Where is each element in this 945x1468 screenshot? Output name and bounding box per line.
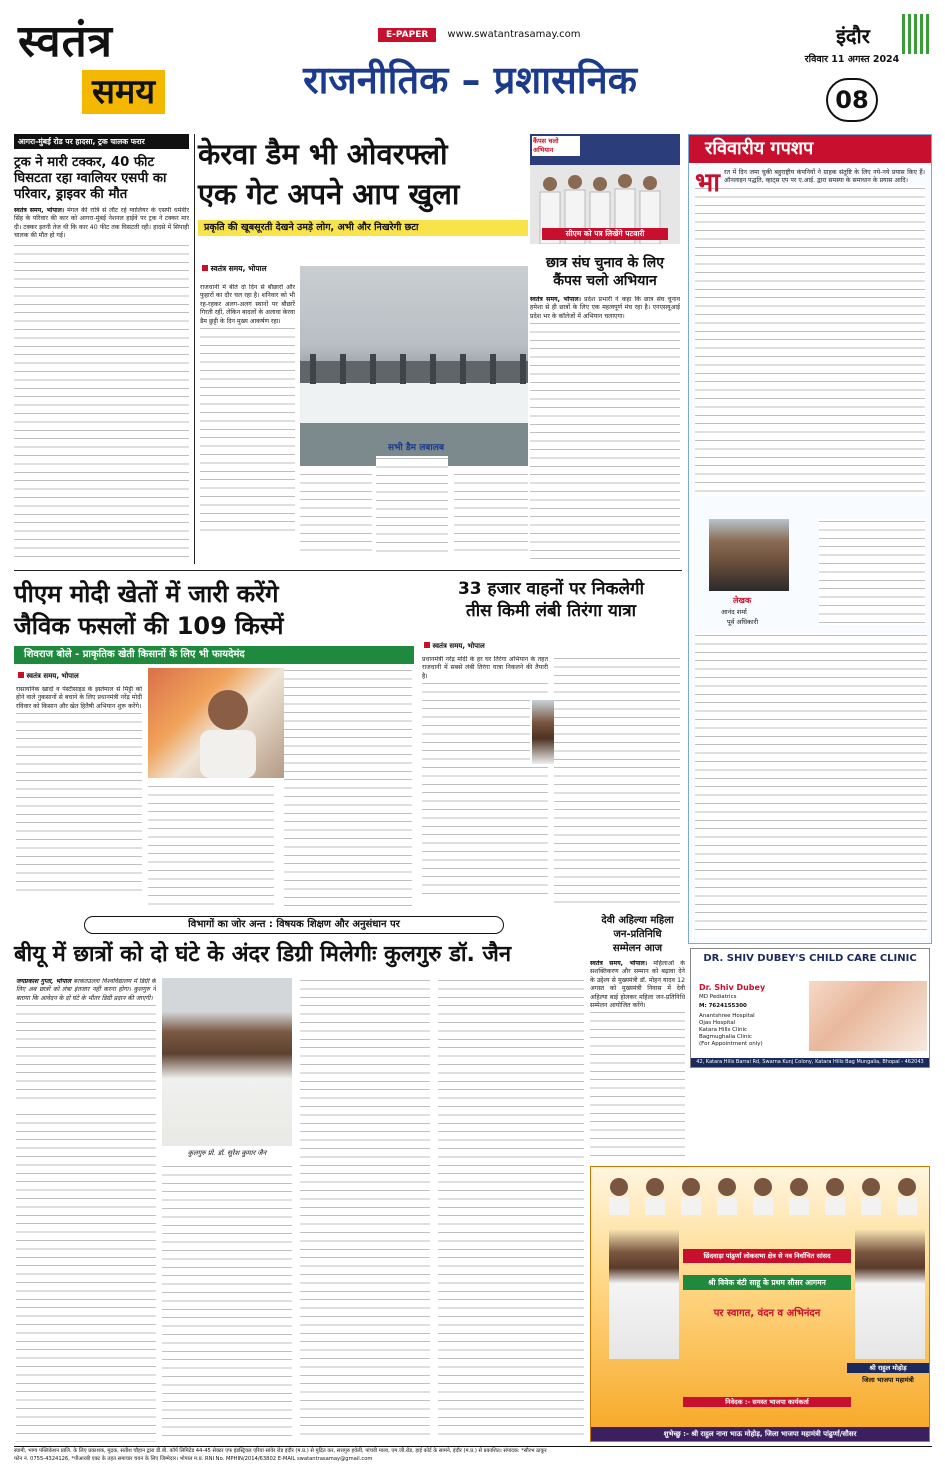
story5-headline-1: 33 हजार वाहनों पर निकलेगी (457, 579, 645, 599)
story7-body: बरकतउल्ला विश्वविद्यालय में डिग्री के लिए अब छात्रों को लंबा इंतजार नहीं करना होगा। कुलगुरु ने बताया कि आवेदन के दो घंटे के भीतर डिग्री प्रदान की जाएगी। (16, 978, 156, 1002)
story4-col3-lines (284, 668, 412, 908)
section-title: राजनीतिक – प्रशासनिक (303, 58, 637, 102)
story4-col2-lines (148, 784, 274, 908)
story6-headline-3: सम्मेलन आज (612, 943, 663, 954)
leaders-strip (595, 1171, 927, 1215)
story7-col1 (16, 1112, 156, 1442)
dam-photo (300, 266, 528, 466)
author-role: पूर्व अधिकारी (727, 618, 759, 626)
story6-body-continuation (590, 1010, 685, 1156)
story7-col4 (438, 978, 584, 1442)
website-link[interactable]: www.swatantrasamay.com (447, 29, 581, 40)
column-lower-text (695, 633, 927, 937)
story5-dateline (424, 642, 485, 651)
story4-headline-1: पीएम मोदी खेतों में जारी करेंगे (14, 580, 279, 608)
story7-intro-continuation (16, 1003, 156, 1099)
doctor-qual: MD Pediatrics (699, 994, 737, 1000)
ad-tagline: पर स्वागत, वंदन व अभिनंदन (713, 1308, 821, 1319)
right-leader-role: जिला भाजपा महामंत्री (862, 1376, 914, 1384)
story3-headline: छात्र संघ चुनाव के लिए कैंपस चलो अभियान (545, 255, 665, 289)
column-divider (194, 134, 195, 564)
story4-body-col1 (16, 686, 142, 908)
story2-body: राजधानी में बीते दो दिन से बौछारों और फुहारों का दौर चल रहा है। शनिवार को भी रह-रहकर अलग-अलग स्थानों पर बौछारें गिरती रहीं, लेकिन बादलों के अलावा केरवा डैम छुट्टी के दिन मुख्य आकर्षण रहा। (200, 284, 295, 325)
logo-bottom-text: समय (82, 70, 165, 114)
hospital-item: Anantshree Hospital (699, 1013, 755, 1019)
hospital-list (699, 1013, 763, 1048)
column-side-lines (819, 519, 925, 625)
nsui-banner-text: कैंपस चलो अभियान (532, 136, 580, 156)
column-body-continuation (695, 186, 925, 496)
story2-body-col3 (376, 456, 448, 556)
mp-photo (609, 1229, 679, 1359)
story-organic-crops (14, 578, 414, 908)
masthead (0, 0, 945, 135)
ad-child-care-clinic[interactable] (690, 948, 930, 1068)
story-bu-degree (14, 916, 586, 1446)
story1-body: मंगल की रात्रि से लौट रहे ग्वालियर के एसपी धर्मवीर सिंह के परिवार की कार को आगरा-मुंबई नेशनल हाईवे पर ट्रक ने टक्कर मार दी। टक्कर इतनी तेज थी कि कार 40 फीट तक घिसटती रही। हादसे में सिपाही चालक की मौत हो गई। (14, 207, 189, 240)
ad-political-greeting[interactable] (590, 1166, 930, 1442)
sunday-column (688, 134, 932, 944)
logo-top-text: स्वतंत्र (18, 16, 113, 67)
logo[interactable] (18, 16, 188, 120)
author-photo (709, 519, 789, 591)
column-lower-lines (695, 633, 927, 937)
imprint-line1: स्वामी, भाग्य पब्लिकेशन प्रालि. के लिए प्रकाशक, मुद्रक, सतीश चौहान द्वारा डी.बी. कॉर्प लिमिटेड 44-45 सेक्टर एफ इंडस्ट्रियल एरिया सांवेर रोड इंदौर (म.प्र.) से मुद्रित कर, सत्तगुरु हवेली, पांचवी माला, एम.जी.रोड, हाई कोर्ट के सामने, इंदौर (म.प्र.) से प्रकाशित। संपादक: *सौरभ ठाकुर (14, 1448, 547, 1454)
story5-body-col2 (554, 656, 680, 906)
story7-dateline: जयप्रकाश गुप्ता, भोपाल (16, 978, 72, 985)
story4-body-col3 (284, 668, 412, 908)
ad-footer-mid: निवेदक :- समस्त भाजपा कार्यकर्ता (683, 1397, 851, 1407)
shivraj-photo (148, 668, 284, 778)
corner-stripes (902, 14, 930, 54)
story-tiranga-yatra (420, 578, 682, 908)
hospital-item: Bagmughalia Clinic (699, 1034, 752, 1040)
story2-body-col1 (200, 284, 295, 556)
story1-headline: ट्रक ने मारी टक्कर, 40 फीट घिसटता रहा ग्वालियर एसपी का परिवार, ड्राइवर की मौत (14, 155, 167, 202)
vice-chancellor-photo (162, 978, 292, 1146)
story3-body-wrap (530, 296, 680, 564)
story7-col4-lines (438, 978, 584, 1442)
section-rule (14, 570, 682, 571)
city-name: इंदौर (836, 24, 870, 48)
leaders-illustration (595, 1171, 927, 1215)
story7-col3 (300, 978, 430, 1442)
story2-deck: प्रकृति की खूबसूरती देखने उमड़े लोग, अभी और निखरेगी छटा (198, 220, 528, 236)
story3-body: प्रदेश प्रभारी ने कहा कि छात्र संघ चुनाव हमेशा से ही छात्रों के लिए एक महत्वपूर्ण मंच रहा है। एनएसयूआई प्रदेश भर के कॉलेजों में अभियान चलाएगा। (530, 296, 680, 320)
doctor-name: Dr. Shiv Dubey (699, 983, 766, 992)
story-campus-abhiyan (530, 134, 680, 564)
doctor-phone[interactable]: M: 7624155300 (699, 1003, 747, 1009)
story2-dateline-text: स्वतंत्र समय, भोपाल (210, 264, 267, 273)
story6-dateline: स्वतंत्र समय, भोपाल। (590, 960, 648, 967)
hospital-item: Ojas Hospital (699, 1020, 736, 1026)
red-square-icon (202, 265, 208, 271)
story7-intro (16, 978, 156, 1108)
story3-dateline: स्वतंत्र समय, भोपाल। (530, 296, 581, 303)
issue-date: रविवार 11 अगस्त 2024 (804, 54, 900, 65)
author-name: आनंद शर्मा (721, 608, 747, 616)
epaper-bar (378, 22, 678, 38)
story-kerwa-dam (198, 134, 528, 564)
story7-kicker: विभागों का जोर अन्त : विषयक शिक्षण और अनुसंधान पर (84, 916, 504, 934)
story1-dateline: स्वतंत्र समय, भोपाल। (14, 207, 65, 214)
story2-headline-2: एक गेट अपने आप खुला (198, 177, 460, 211)
column-title: रविवारीय गपशप (689, 135, 931, 163)
page-number: 08 (826, 78, 878, 122)
story6-body-wrap (590, 960, 685, 1156)
story4-body-continuation (16, 711, 142, 891)
ad-mp-name: श्री विवेक बंटी साहू के प्रथम सौसर आगमन (683, 1275, 851, 1290)
nsui-photo (530, 134, 680, 244)
right-leader-name: श्री राहुल मोहोड़ (847, 1363, 929, 1373)
story7-col1-lines (16, 1112, 156, 1442)
story7-col2-lines (162, 1164, 292, 1442)
column-dropcap: भा (695, 168, 721, 198)
clinic-address: 42, Katara Hills Barrai Rd, Swarna Kunj Colony, Katara Hills Bag Mungalia, Bhopal - 462043 (691, 1058, 929, 1067)
story1-body-continuation (14, 243, 189, 559)
story1-body-wrap (14, 207, 189, 559)
story5-col2-lines (554, 656, 680, 906)
right-leader-photo (855, 1229, 925, 1359)
story4-dateline-text: स्वतंत्र समय, भोपाल (26, 672, 79, 680)
red-square-icon (424, 642, 430, 648)
story5-body-col1 (422, 656, 548, 906)
story4-deck: शिवराज बोले - प्राकृतिक खेती किसानों के लिए भी फायदेमंद (14, 646, 414, 664)
story2-dateline (202, 264, 267, 274)
story2-col4-lines (454, 472, 528, 556)
imprint-line2: फोन नं. 0755-4324126, *पीआरबी एक्ट के तहत समाचार चयन के लिए जिम्मेदार। भोपाल म.प्र. RNI No. MPHIN/2014/63802 E-MAIL swatantrasamay@gmail.com (14, 1456, 373, 1462)
story5-body: प्रधानमंत्री नरेंद्र मोदी के हर घर तिरंगा अभियान के तहत राजधानी में सबसे लंबी तिरंगा यात्रा निकलने की तैयारी है। (422, 656, 548, 680)
baby-photo (809, 981, 927, 1051)
story4-dateline (18, 672, 79, 681)
column-side-text (819, 519, 925, 625)
story6-headline-1: देवी अहिल्या महिला (601, 915, 674, 926)
story7-col2 (162, 1164, 292, 1442)
story7-col3-lines (300, 978, 430, 1442)
story-truck-accident (14, 134, 189, 564)
story2-body-continuation (200, 326, 295, 536)
story6-body: महिलाओं के सशक्तिकरण और सम्मान को बढ़ावा देने के उद्देश्य से मुख्यमंत्री डॉ. मोहन यादव 12 अगस्त को मुख्यमंत्री निवास में देवी अहिल्या बाई होलकर महिला जन-प्रतिनिधि सम्मेलन आयोजित करेंगे। (590, 960, 685, 1010)
story6-headline-2: जन-प्रतिनिधि (613, 929, 662, 940)
dam-illustration (300, 266, 528, 466)
story2-headline-1: केरवा डैम भी ओवरफ्लो (198, 137, 448, 171)
story2-col3-lines (376, 456, 448, 556)
story2-col2-lines (300, 472, 372, 556)
clinic-title: DR. SHIV DUBEY'S CHILD CARE CLINIC (703, 953, 917, 964)
appointment-note: (For Appointment only) (699, 1041, 763, 1047)
story4-headline-2: जैविक फसलों की 109 किस्में (14, 612, 284, 640)
epaper-label: E-PAPER (378, 28, 436, 42)
story4-body: रासायनिक खादों व पेस्टीसाइड के इस्तेमाल से मिट्टी को होने वाले नुकसानों से बचाने के लिए प्रधानमंत्री नरेंद्र मोदी रविवार को किसान और खेत हितैषी अभियान शुरू करेंगे। (16, 686, 142, 710)
story2-body-col2 (300, 472, 372, 556)
story5-headline-2: तीस किमी लंबी तिरंगा यात्रा (466, 601, 636, 621)
column-body: रत में दिन जमा चुकी बहुराष्ट्रीय कंपनियों ने ग्राहक संतुष्टि के लिए नये-नये प्रयास किए हैं। ऑनलाइन पद्धति, व्हाट्स एप पर ए.आई. द्वारा समस्या के समाधान के प्रयास आदि। (724, 169, 925, 185)
story-devi-ahilya (590, 914, 685, 1164)
story2-body-col4 (454, 472, 528, 556)
author-label: लेखक (733, 596, 752, 605)
story1-kicker: आगरा-मुंबई रोड पर हादसा, ट्रक चालक फरार (14, 134, 189, 149)
story4-body-col2 (148, 784, 274, 908)
imprint (14, 1446, 932, 1468)
story7-headline: बीयू में छात्रों को दो घंटे के अंदर डिग्री मिलेगीः कुलगुरु डॉ. जैन (14, 942, 512, 967)
hospital-item: Katara Hills Clinic (699, 1027, 748, 1033)
story2-subhead: सभी डैम लबालब (387, 443, 445, 453)
nsui-caption: सीएम को पत्र लिखेंगे पटवारी (542, 228, 668, 240)
ad-banner: छिंदवाड़ा पांढुर्णा लोकसभा क्षेत्र से नव निर्वाचित सांसद (683, 1249, 851, 1263)
story5-dateline-text: स्वतंत्र समय, भोपाल (432, 642, 485, 650)
ad-footer: शुभेच्छु :- श्री राहुल नाना भाऊ मोहोड़, जिला भाजपा महामंत्री पांढुर्णा/सौसर (591, 1427, 929, 1441)
red-square-icon (18, 672, 24, 678)
column-body-wrap (689, 163, 931, 517)
story3-body-continuation (530, 321, 680, 559)
photo-caption: कुलगुरु प्रो. डॉ. सुरेश कुमार जैन (187, 1149, 267, 1157)
portrait-illustration (148, 668, 284, 778)
